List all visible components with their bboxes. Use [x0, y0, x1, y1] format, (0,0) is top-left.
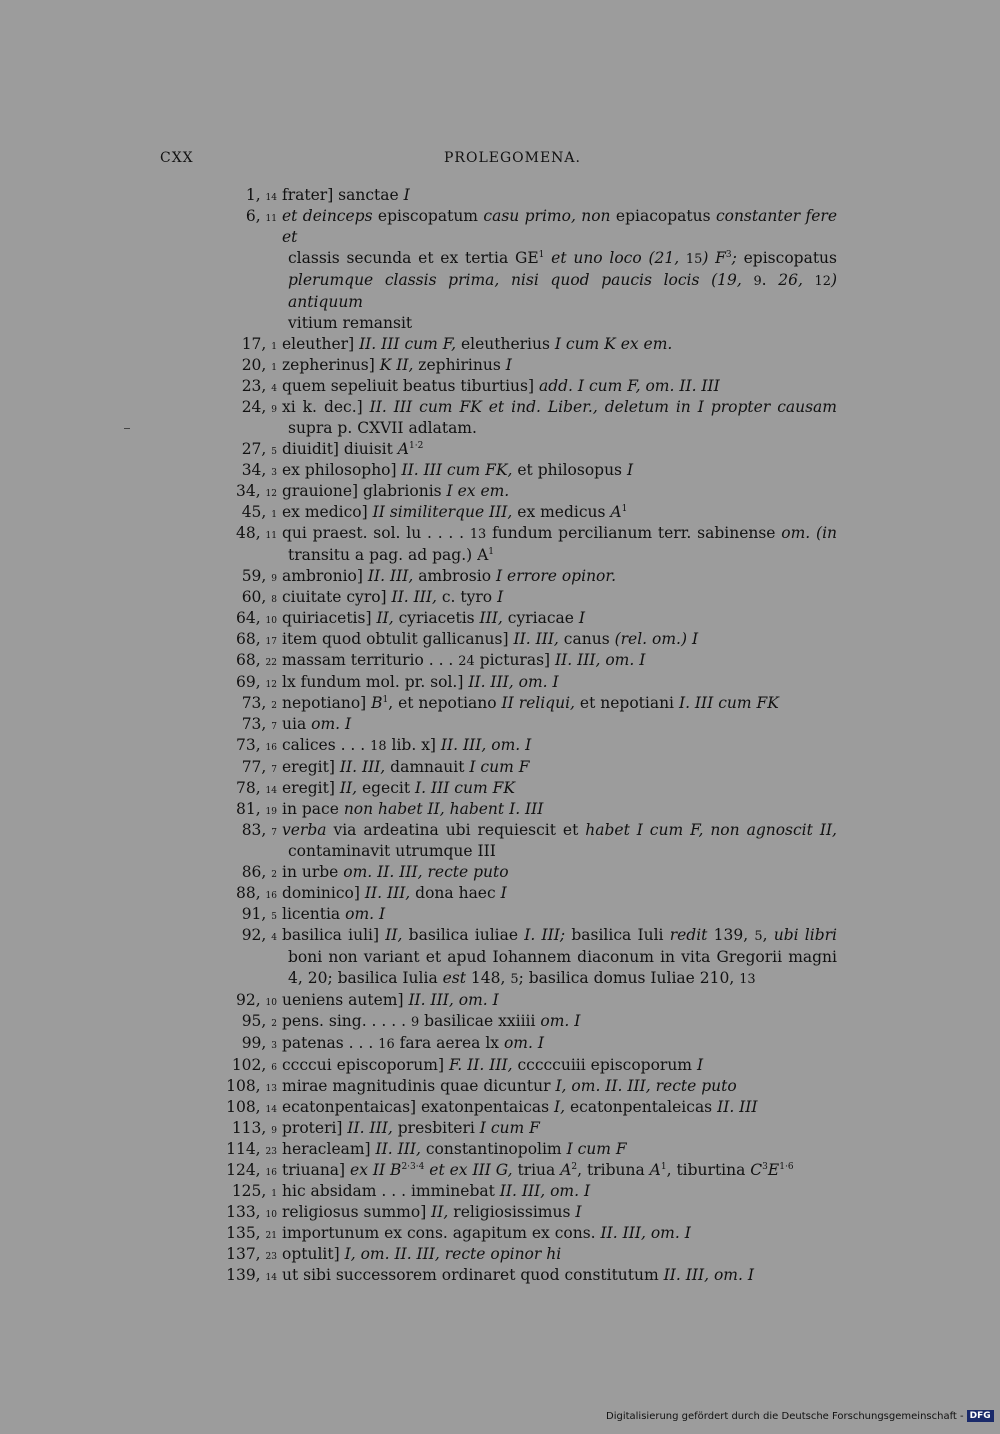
entry-text: ccccui episcoporum] F. II. III, cccccuiii episcoporum I — [282, 1056, 704, 1074]
entry-line-ref: 10 — [265, 998, 277, 1008]
apparatus-entry — [0, 714, 1000, 735]
entry-text: ecatonpentaicas] exatonpentaicas I, ecatonpentaleicas II. III — [282, 1098, 758, 1116]
apparatus-entry — [0, 460, 1000, 481]
entry-line-ref: 14 — [265, 1105, 277, 1115]
entry-text: in pace non habet II, habent I. III — [282, 800, 544, 818]
entry-line-ref: 23 — [265, 1147, 277, 1157]
apparatus-entry — [0, 376, 1000, 397]
apparatus-entry — [0, 735, 1000, 757]
entry-text: ex medico] II similiterque III, ex medicus $A^1$ — [282, 503, 628, 521]
entry-reference — [242, 925, 277, 949]
apparatus-entry — [0, 502, 1000, 523]
apparatus-entries — [0, 185, 1000, 1286]
entry-text: triuana] ex II $B^{2\cdot 3\cdot 4}$ et ex III G, triua $A^2$, tribuna $A^1$, tiburtina $C^3E^{1\cdot 6}$ — [282, 1161, 794, 1179]
entry-reference — [236, 523, 277, 547]
entry-page-ref: 45, — [241, 503, 272, 521]
apparatus-entry — [0, 629, 1000, 650]
entry-page-ref: 68, — [235, 651, 266, 669]
entry-continuation: boni non variant et apud Iohannem diaconum in vita Gregorii magni — [288, 948, 837, 966]
apparatus-entry — [0, 397, 1000, 439]
entry-text: qui praest. sol. lu . . . . 13 fundum percilianum terr. sabinense om. (in — [282, 524, 838, 542]
apparatus-entry — [0, 1139, 1000, 1160]
entry-page-ref: 133, — [226, 1203, 266, 1221]
apparatus-entry — [0, 1118, 1000, 1139]
page-header — [0, 150, 1000, 174]
apparatus-entry — [0, 883, 1000, 904]
entry-text: ueniens autem] II. III, om. I — [282, 991, 499, 1009]
entry-continuation: transitu a pag. ad pag.) $A^1$ — [288, 546, 495, 564]
entry-reference — [242, 1033, 277, 1057]
apparatus-entry — [0, 608, 1000, 629]
entry-page-ref: 92, — [235, 991, 266, 1009]
apparatus-entry — [0, 693, 1000, 714]
entry-text: eregit] II, egecit I. III cum FK — [282, 779, 515, 797]
apparatus-entry — [0, 587, 1000, 608]
apparatus-entry — [0, 1076, 1000, 1097]
apparatus-entry — [0, 1097, 1000, 1118]
entry-page-ref: 34, — [241, 461, 272, 479]
entry-text: heracleam] II. III, constantinopolim I cum F — [282, 1140, 627, 1158]
entry-line-ref: 3 — [271, 1041, 277, 1051]
apparatus-entry — [0, 1011, 1000, 1033]
entry-page-ref: 137, — [226, 1245, 266, 1263]
entry-text: xi k. dec.] II. III cum FK et ind. Liber., deletum in I propter causam — [282, 398, 837, 416]
entry-continuation: plerumque classis prima, nisi quod paucis locis (19, 9. 26, 12) antiquum — [288, 271, 838, 311]
apparatus-entry — [0, 925, 1000, 990]
entry-reference — [242, 820, 277, 844]
apparatus-entry — [0, 650, 1000, 672]
entry-text: patenas . . . 16 fara aerea lx om. I — [282, 1034, 544, 1052]
entry-text: proteri] II. III, presbiteri I cum F — [282, 1119, 540, 1137]
entry-page-ref: 48, — [235, 524, 266, 542]
apparatus-entry — [0, 1244, 1000, 1265]
entry-page-ref: 77, — [241, 758, 272, 776]
entry-page-ref: 92, — [241, 926, 272, 944]
entry-page-ref: 27, — [241, 440, 272, 458]
entry-text: basilica iuli] II, basilica iuliae I. III; basilica Iuli redit 139, 5, ubi libri — [282, 926, 837, 944]
entry-line-ref: 12 — [265, 489, 277, 499]
entry-line-ref: 4 — [271, 933, 277, 943]
entry-line-ref: 9 — [271, 1126, 277, 1136]
entry-line-ref: 2 — [271, 701, 277, 711]
entry-text: ambronio] II. III, ambrosio I errore opinor. — [282, 567, 617, 585]
entry-page-ref: 68, — [235, 630, 266, 648]
entry-line-ref: 7 — [271, 722, 277, 732]
apparatus-entry — [0, 566, 1000, 587]
entry-text: licentia om. I — [282, 905, 386, 923]
entry-text: diuidit] diuisit $A^{1\cdot 2}$ — [282, 440, 424, 458]
entry-text: massam territurio . . . 24 picturas] II. III, om. I — [282, 651, 646, 669]
entry-page-ref: 124, — [226, 1161, 266, 1179]
entry-line-ref: 2 — [271, 1019, 277, 1029]
entry-text: calices . . . 18 lib. x] II. III, om. I — [282, 736, 532, 754]
page-number: CXX — [160, 150, 194, 166]
entry-page-ref: 17, — [241, 335, 272, 353]
entry-page-ref: 139, — [226, 1266, 266, 1284]
entry-line-ref: 9 — [271, 405, 277, 415]
entry-page-ref: 60, — [241, 588, 272, 606]
entry-line-ref: 14 — [265, 1273, 277, 1283]
entry-text: mirae magnitudinis quae dicuntur I, om. II. III, recte puto — [282, 1077, 737, 1095]
entry-line-ref: 19 — [265, 807, 277, 817]
entry-text: verba via ardeatina ubi requiescit et habet I cum F, non agnoscit II, — [282, 821, 837, 839]
entry-page-ref: 108, — [226, 1077, 266, 1095]
entry-line-ref: 14 — [265, 786, 277, 796]
footer-text: Digitalisierung gefördert durch die Deutsche Forschungsgemeinschaft - — [606, 1411, 964, 1422]
entry-line-ref: 11 — [265, 214, 277, 224]
entry-line-ref: 8 — [271, 595, 277, 605]
entry-page-ref: 20, — [241, 356, 272, 374]
entry-page-ref: 73, — [241, 715, 272, 733]
apparatus-entry — [0, 439, 1000, 460]
entry-line-ref: 10 — [265, 616, 277, 626]
entry-reference — [242, 397, 277, 421]
entry-text: religiosus summo] II, religiosissimus I — [282, 1203, 582, 1221]
entry-text: ut sibi successorem ordinaret quod constitutum II. III, om. I — [282, 1266, 754, 1284]
entry-text: uia om. I — [282, 715, 352, 733]
entry-page-ref: 59, — [241, 567, 272, 585]
apparatus-entry — [0, 1265, 1000, 1286]
entry-line-ref: 16 — [265, 743, 277, 753]
entry-page-ref: 69, — [235, 673, 266, 691]
apparatus-entry — [0, 757, 1000, 778]
entry-text: ex philosopho] II. III cum FK, et philosopus I — [282, 461, 634, 479]
apparatus-entry — [0, 1223, 1000, 1244]
entry-text: eregit] II. III, damnauit I cum F — [282, 758, 530, 776]
apparatus-entry — [0, 1181, 1000, 1202]
entry-line-ref: 14 — [265, 193, 277, 203]
entry-page-ref: 88, — [235, 884, 266, 902]
entry-line-ref: 10 — [265, 1210, 277, 1220]
entry-line-ref: 2 — [271, 870, 277, 880]
entry-line-ref: 17 — [265, 637, 277, 647]
apparatus-entry — [0, 904, 1000, 925]
entry-continuation: 4, 20; basilica Iulia est 148, 5; basilica domus Iuliae 210, 13 — [288, 969, 756, 987]
entry-page-ref: 73, — [241, 694, 272, 712]
entry-line-ref: 7 — [271, 828, 277, 838]
apparatus-entry — [0, 799, 1000, 820]
entry-line-ref: 1 — [271, 342, 277, 352]
entry-page-ref: 81, — [235, 800, 266, 818]
entry-page-ref: 135, — [226, 1224, 266, 1242]
entry-page-ref: 102, — [231, 1056, 272, 1074]
entry-continuation: vitium remansit — [288, 314, 413, 332]
entry-text: eleuther] II. III cum F, eleutherius I cum K ex em. — [282, 335, 673, 353]
entry-line-ref: 11 — [265, 531, 277, 541]
entry-text: quiriacetis] II, cyriacetis III, cyriacae I — [282, 609, 585, 627]
entry-text: zepherinus] K II, zephirinus I — [282, 356, 512, 374]
entry-line-ref: 21 — [265, 1231, 277, 1241]
entry-page-ref: 64, — [235, 609, 266, 627]
entry-page-ref: 125, — [231, 1182, 272, 1200]
entry-line-ref: 9 — [271, 574, 277, 584]
entry-line-ref: 5 — [271, 912, 277, 922]
apparatus-entry — [0, 1033, 1000, 1055]
entry-text: item quod obtulit gallicanus] II. III, canus (rel. om.) I — [282, 630, 699, 648]
entry-line-ref: 5 — [271, 447, 277, 457]
apparatus-entry — [0, 820, 1000, 862]
entry-page-ref: 91, — [241, 905, 272, 923]
entry-line-ref: 23 — [265, 1252, 277, 1262]
apparatus-entry — [0, 778, 1000, 799]
entry-page-ref: 83, — [241, 821, 272, 839]
entry-text: frater] sanctae I — [282, 186, 410, 204]
entry-text: nepotiano] $B^1$, et nepotiano II reliqui, et nepotiani I. III cum FK — [282, 694, 779, 712]
entry-page-ref: 78, — [235, 779, 266, 797]
entry-line-ref: 3 — [271, 468, 277, 478]
entry-text: et deinceps episcopatum casu primo, non epiacopatus constanter fere et — [282, 207, 838, 246]
entry-reference — [236, 735, 277, 759]
apparatus-entry — [0, 1202, 1000, 1223]
dfg-logo: DFG — [967, 1410, 994, 1422]
entry-reference — [226, 1265, 277, 1289]
entry-line-ref: 7 — [271, 765, 277, 775]
apparatus-entry — [0, 334, 1000, 355]
entry-page-ref: 1, — [245, 186, 266, 204]
entry-continuation: supra p. CXVII adlatam. — [288, 419, 477, 437]
entry-page-ref: 34, — [235, 482, 266, 500]
running-title: PROLEGOMENA. — [444, 150, 581, 166]
apparatus-entry — [0, 355, 1000, 376]
entry-page-ref: 86, — [241, 863, 272, 881]
apparatus-entry — [0, 481, 1000, 502]
entry-page-ref: 108, — [226, 1098, 266, 1116]
apparatus-entry — [0, 990, 1000, 1011]
entry-text: in urbe om. II. III, recte puto — [282, 863, 509, 881]
apparatus-entry — [0, 1055, 1000, 1076]
entry-line-ref: 6 — [271, 1063, 277, 1073]
apparatus-entry — [0, 672, 1000, 693]
apparatus-entry — [0, 206, 1000, 334]
apparatus-entry — [0, 185, 1000, 206]
entry-line-ref: 22 — [265, 658, 277, 668]
entry-text: grauione] glabrionis I ex em. — [282, 482, 510, 500]
entry-text: pens. sing. . . . . 9 basilicae xxiiii om. I — [282, 1012, 581, 1030]
entry-page-ref: 24, — [241, 398, 272, 416]
entry-line-ref: 1 — [271, 363, 277, 373]
entry-line-ref: 4 — [271, 384, 277, 394]
entry-text: ciuitate cyro] II. III, c. tyro I — [282, 588, 504, 606]
entry-page-ref: 73, — [235, 736, 266, 754]
apparatus-entry — [0, 862, 1000, 883]
entry-text: dominico] II. III, dona haec I — [282, 884, 507, 902]
entry-line-ref: 16 — [265, 1168, 277, 1178]
entry-continuation: contaminavit utrumque III — [288, 842, 496, 860]
entry-page-ref: 95, — [241, 1012, 272, 1030]
entry-text: hic absidam . . . imminebat II. III, om. I — [282, 1182, 591, 1200]
entry-text: lx fundum mol. pr. sol.] II. III, om. I — [282, 673, 559, 691]
entry-page-ref: 23, — [241, 377, 272, 395]
entry-text: quem sepeliuit beatus tiburtius] add. I cum F, om. II. III — [282, 377, 720, 395]
entry-text: importunum ex cons. agapitum ex cons. II. III, om. I — [282, 1224, 691, 1242]
entry-line-ref: 1 — [271, 1189, 277, 1199]
entry-page-ref: 114, — [226, 1140, 266, 1158]
entry-text: optulit] I, om. II. III, recte opinor hi — [282, 1245, 562, 1263]
footer — [606, 1410, 994, 1422]
entry-page-ref: 99, — [241, 1034, 272, 1052]
entry-reference — [236, 650, 277, 674]
entry-reference — [242, 1011, 277, 1035]
entry-line-ref: 1 — [271, 510, 277, 520]
entry-page-ref: 6, — [245, 207, 266, 225]
apparatus-entry — [0, 523, 1000, 566]
entry-reference — [246, 206, 277, 230]
entry-line-ref: 16 — [265, 891, 277, 901]
entry-page-ref: 113, — [231, 1119, 272, 1137]
apparatus-entry — [0, 1160, 1000, 1181]
entry-line-ref: 12 — [265, 680, 277, 690]
entry-line-ref: 13 — [265, 1084, 277, 1094]
entry-continuation: classis secunda et ex tertia $GE^1$ et uno loco (21, 15) $F^3$; episcopatus — [288, 249, 837, 267]
